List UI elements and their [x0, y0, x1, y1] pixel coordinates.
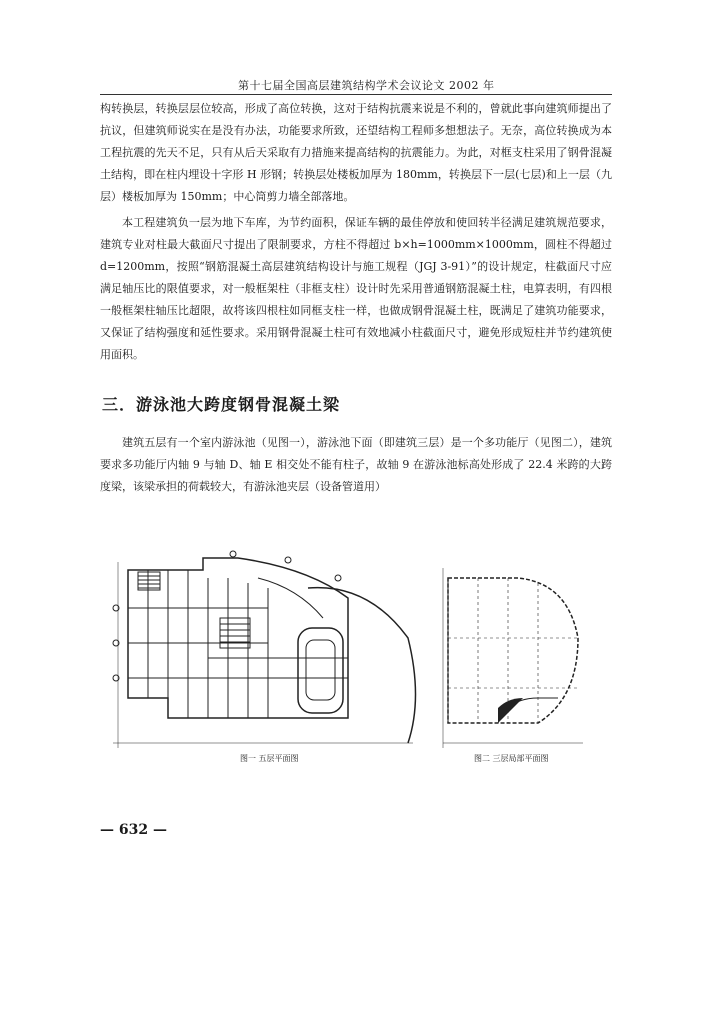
header-rule	[100, 94, 612, 95]
figure-2-caption: 图二 三层局部平面图	[474, 754, 549, 763]
floor-plan-figure-1	[108, 548, 428, 758]
page-number: — 632 —	[100, 822, 167, 838]
paragraph-2: 本工程建筑负一层为地下车库，为节约面积，保证车辆的最佳停放和使回转半径满足建筑规范要求，建筑专业对柱最大截面尺寸提出了限制要求，方柱不得超过 b×h=1000mm×1000mm，圆柱不得超过 d=1200mm，按照“钢筋混凝土高层建筑结构设计与施工规程（JGJ 3-91）”的设计规定，柱截面尺寸应满足轴压比的限值要求，对一般框架柱（非框支柱）设计时先采用普通钢筋混凝土柱，电算表明，有四根一般框架柱轴压比超限，故将该四根柱如同框支柱一样，也做成钢骨混凝土柱，既满足了建筑功能要求，又保证了结构强度和延性要求。采用钢骨混凝土柱可有效地减小柱截面尺寸，避免形成短柱并节约建筑使用面积。	[100, 216, 612, 361]
figure-1-caption: 图一 五层平面图	[240, 754, 299, 763]
paragraph-3: 建筑五层有一个室内游泳池（见图一），游泳池下面（即建筑三层）是一个多功能厅（见图二），建筑要求多功能厅内轴 9 与轴 D、轴 E 相交处不能有柱子，故轴 9 在游泳池标高处形成了 22.4 米跨的大跨度梁，该梁承担的荷载较大，有游泳池夹层（设备管道用）	[100, 436, 612, 493]
running-header: 第十七届全国高层建筑结构学术会议论文 2002 年	[238, 79, 495, 92]
section-heading: 三．游泳池大跨度钢骨混凝土梁	[102, 395, 341, 414]
floor-plan-figure-2	[438, 548, 588, 758]
paragraph-1: 构转换层，转换层层位较高，形成了高位转换，这对于结构抗震来说是不利的，曾就此事向建筑师提出了抗议，但建筑师说实在是没有办法，功能要求所致，还望结构工程师多想想法子。无奈，高位转换成为本工程抗震的先天不足，只有从后天采取有力措施来提高结构的抗震能力。为此，对框支柱采用了钢骨混凝土结构，即在柱内埋设十字形 H 形钢；转换层处楼板加厚为 180mm，转换层下一层(七层)和上一层（九层）楼板加厚为 150mm；中心筒剪力墙全部落地。	[100, 102, 612, 203]
